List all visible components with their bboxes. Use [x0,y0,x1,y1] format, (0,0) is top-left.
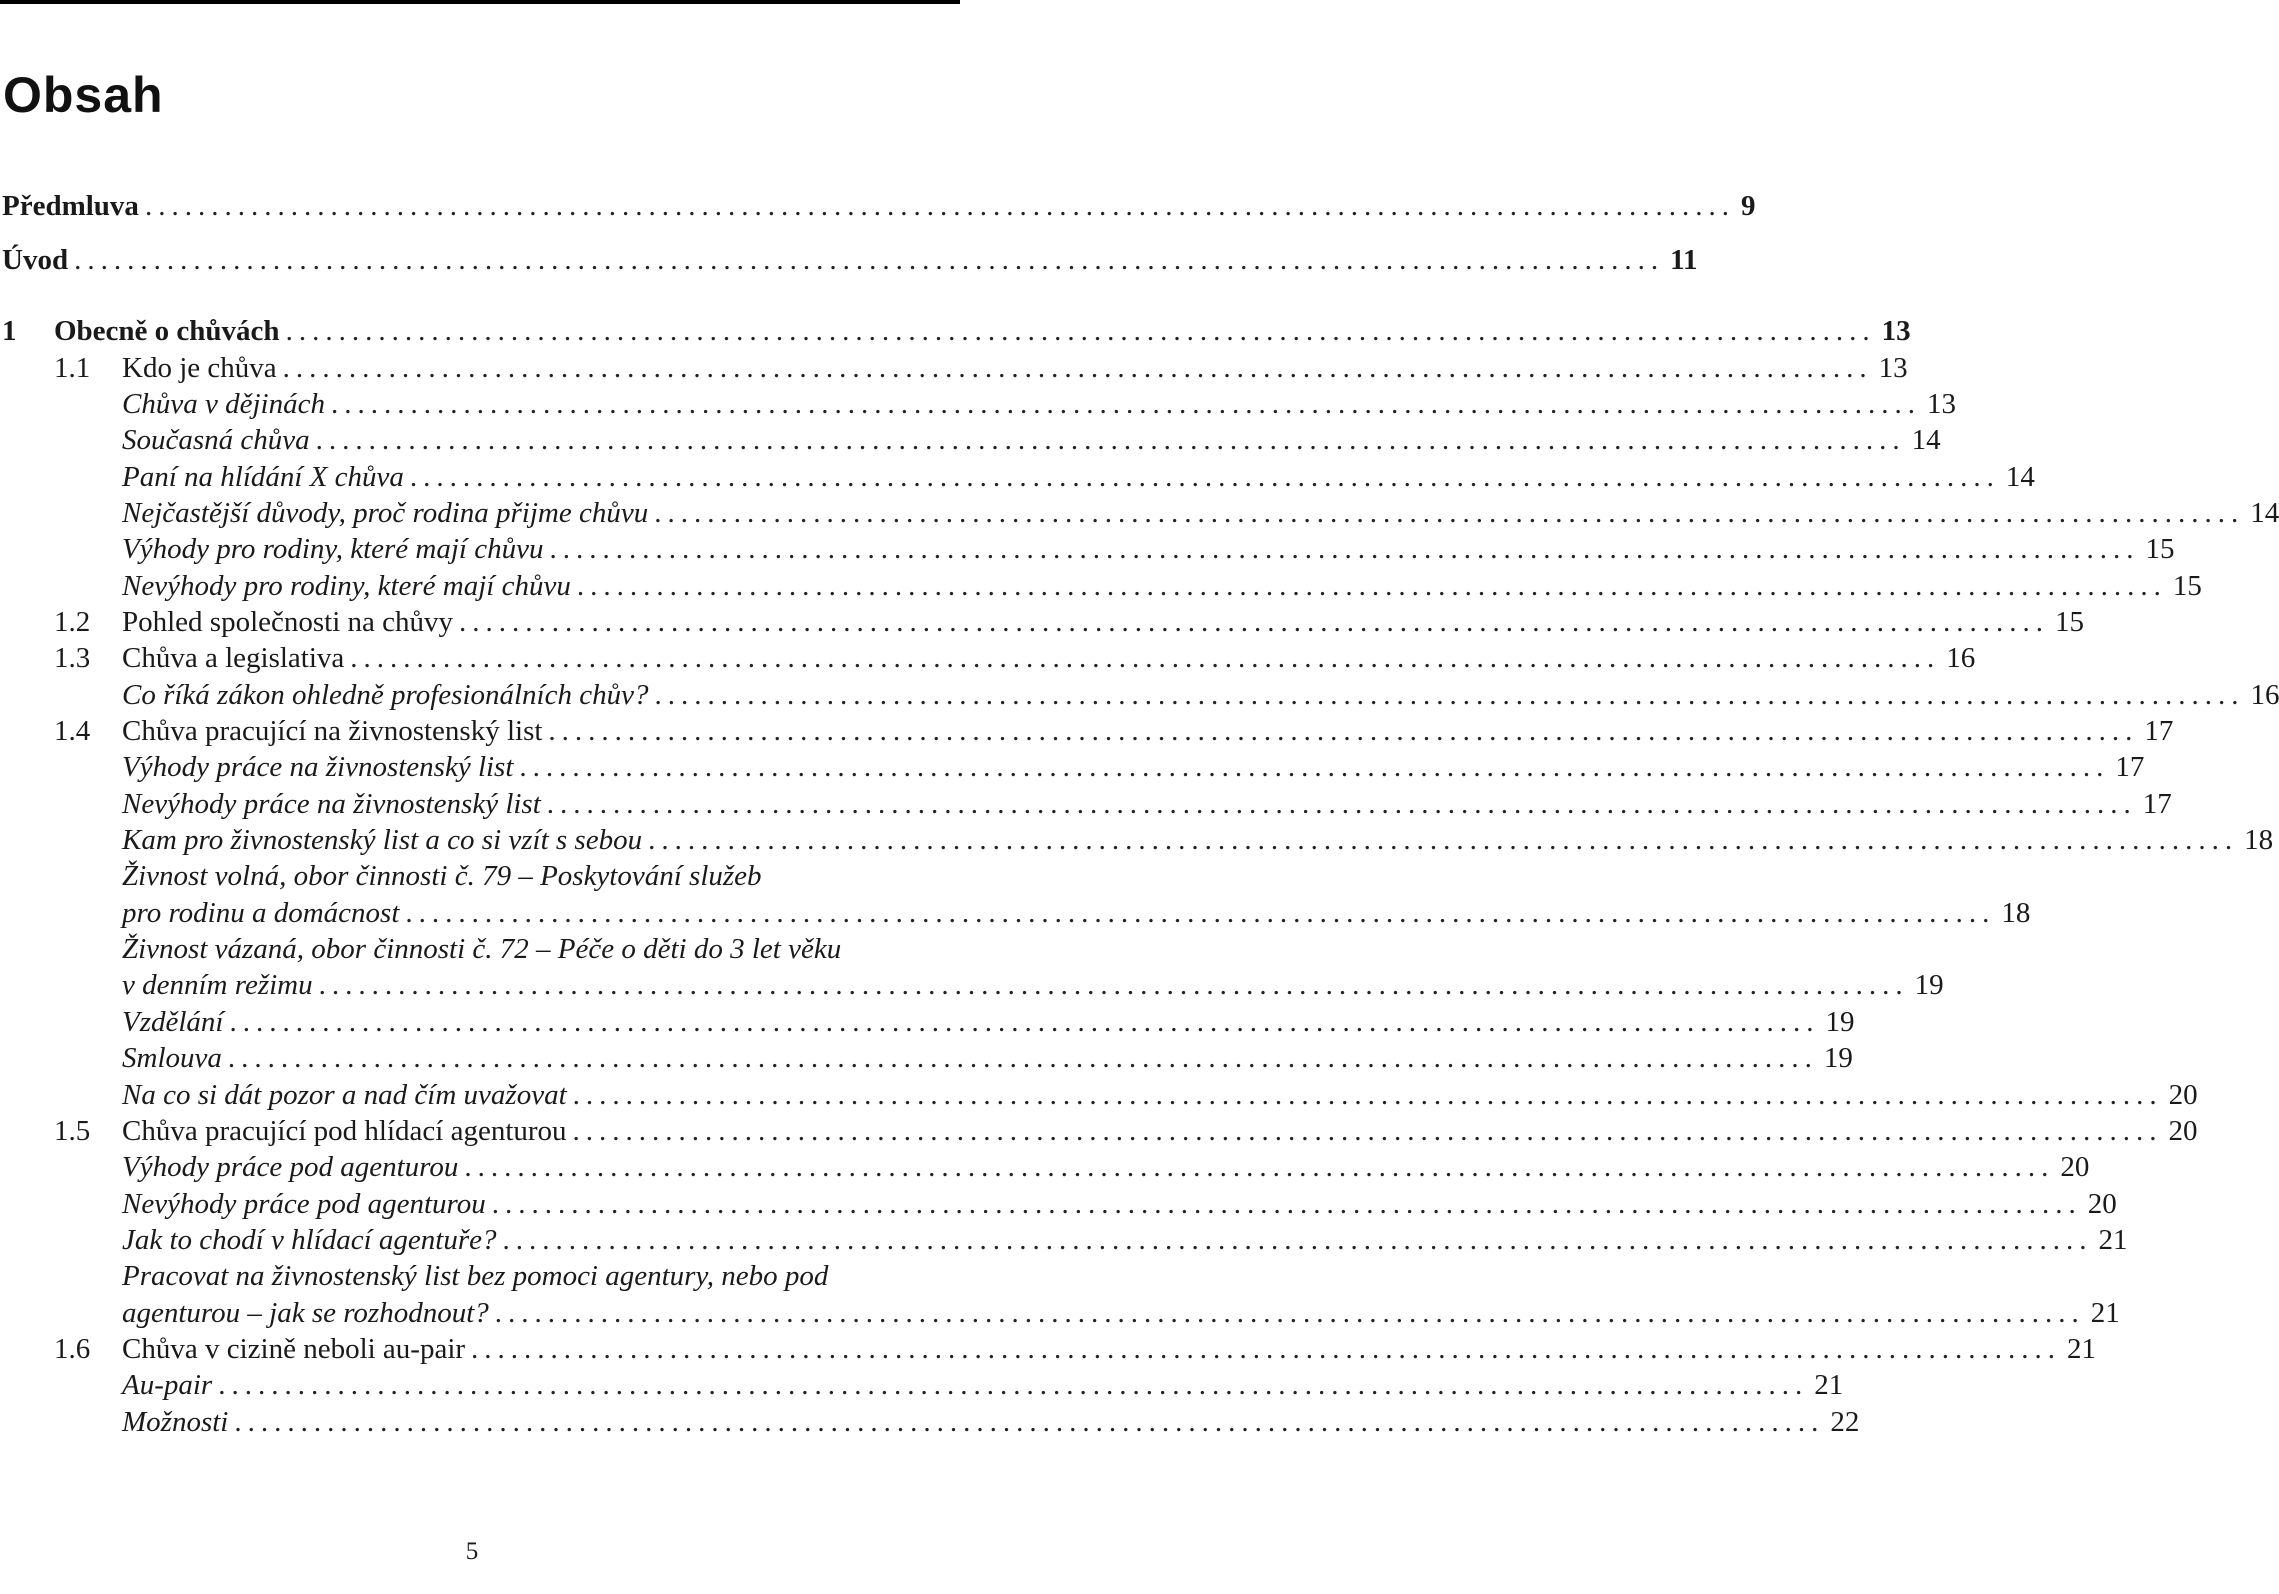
toc-entry-page: 22 [1830,1406,1860,1438]
dot-leader: ........................................................................................................................ [350,642,1941,674]
dot-leader: ........................................................................................................................ [648,824,2239,856]
toc-entry-title: Nejčastější důvody, proč rodina přijme chůvu [122,497,649,529]
toc-entry-title: Chůva a legislativa [122,642,345,674]
dot-leader: ........................................................................................................................ [494,1297,2085,1329]
toc-entry-number: 1.5 [54,1115,91,1147]
toc-entry-title: Chůva pracující pod hlídací agenturou [122,1115,567,1147]
toc-entry-title: Smlouva [122,1042,222,1074]
toc-entry-number: 1.3 [54,642,91,674]
toc-entry-number: 1.1 [54,352,91,384]
dot-leader: ........................................................................................................................ [548,715,2139,747]
toc-entry-title: pro rodinu a domácnost [122,897,400,929]
toc-entry-title: Pohled společnosti na chůvy [122,606,454,638]
toc-entry[interactable] [0,751,2145,787]
toc-entry-page: 15 [2172,570,2202,602]
toc-entry[interactable] [0,1369,1844,1405]
toc-entry[interactable] [0,897,2031,933]
toc-entry[interactable] [0,679,2279,715]
toc-entry-page: 11 [1670,244,1698,276]
dot-leader: ........................................................................................................................ [405,897,1996,929]
toc-entry[interactable] [0,497,2279,533]
toc-entry-title: agenturou – jak se rozhodnout? [122,1297,489,1329]
dot-leader: ........................................................................................................................ [471,1333,2062,1365]
dot-leader: ........................................................................................................................ [572,1079,2163,1111]
toc-entry-title: Nevýhody pro rodiny, které mají chůvu [122,570,571,602]
toc-entry[interactable] [0,1006,1855,1042]
toc-entry-page: 13 [1926,388,1956,420]
toc-entry-page: 14 [2250,497,2279,529]
toc-entry-page: 18 [2001,897,2031,929]
toc-entry-title: Výhody práce pod agenturou [122,1151,459,1183]
toc-entry[interactable] [0,352,1908,388]
dot-leader: ........................................................................................................................ [409,461,2000,493]
toc-entry-number: 1.4 [54,715,91,747]
toc-entry-title: Současná chůva [122,424,310,456]
toc-entry-title: Kdo je chůva [122,352,277,384]
toc-entry-title: Co říká zákon ohledně profesionálních chův? [122,679,649,711]
toc-entry-title: Živnost vázaná, obor činnosti č. 72 – Péče o děti do 3 let věku [122,933,842,965]
dot-leader: ........................................................................................................................ [234,1406,1825,1438]
dot-leader: ........................................................................................................................ [282,352,1873,384]
toc-entry[interactable] [0,642,1976,678]
dot-leader: ........................................................................................................................ [502,1224,2093,1256]
toc-entry[interactable] [0,1042,1853,1078]
toc-entry[interactable] [0,1260,960,1296]
toc-entry-page: 13 [1878,352,1908,384]
top-rule [0,0,960,4]
toc-entry-title: Paní na hlídání X chůva [122,461,404,493]
toc-entry[interactable] [0,244,1698,280]
dot-leader: ........................................................................................................................ [654,497,2245,529]
toc-entry[interactable] [0,570,2202,606]
toc-entry-page: 20 [2087,1188,2117,1220]
dot-leader: ........................................................................................................................ [546,788,2137,820]
toc-entry-page: 21 [2098,1224,2128,1256]
page-title: Obsah [3,67,164,123]
dot-leader: ........................................................................................................................ [654,679,2245,711]
toc-entry[interactable] [0,969,1944,1005]
dot-leader: ........................................................................................................................ [519,751,2110,783]
toc-entry-title: Nevýhody práce pod agenturou [122,1188,486,1220]
page-number: 5 [465,1538,479,1565]
toc-entry-title: Na co si dát pozor a nad čím uvažovat [122,1079,567,1111]
toc-entry-title: Vzdělání [122,1006,224,1038]
toc-entry-page: 19 [1823,1042,1853,1074]
toc-entry-page: 17 [2142,788,2172,820]
dot-leader: ........................................................................................................................ [318,969,1909,1001]
toc-entry-page: 16 [2250,679,2279,711]
toc-entry[interactable] [0,1333,2097,1369]
dot-leader: ........................................................................................................................ [330,388,1921,420]
toc-entry-title: Chůva pracující na živnostenský list [122,715,543,747]
toc-entry-title: Au-pair [122,1369,213,1401]
toc-entry-page: 13 [1881,315,1911,347]
toc-entry[interactable] [0,1188,2117,1224]
dot-leader: ........................................................................................................................ [315,424,1906,456]
toc-entry-number: 1.6 [54,1333,91,1365]
toc-entry-title: Chůva v dějinách [122,388,325,420]
dot-leader: ........................................................................................................................ [576,570,2167,602]
toc-entry-number: 1.2 [54,606,91,638]
toc-entry[interactable] [0,933,960,969]
toc-entry-title: Předmluva [2,190,139,222]
toc-entry-title: v denním režimu [122,969,313,1001]
toc-entry-title: Obecně o chůvách [54,315,280,347]
toc-entry[interactable] [0,1115,2198,1151]
toc-entry-title: Možnosti [122,1406,229,1438]
toc-entry-title: Nevýhody práce na živnostenský list [122,788,541,820]
toc-entry[interactable] [0,1151,2090,1187]
toc-entry-page: 9 [1740,190,1756,222]
toc-entry-page: 20 [2168,1079,2198,1111]
toc-entry-page: 18 [2244,824,2274,856]
toc-entry-title: Pracovat na živnostenský list bez pomoci agentury, nebo pod [122,1260,829,1292]
toc-entry-title: Chůva v cizině neboli au-pair [122,1333,466,1365]
toc-entry[interactable] [0,788,2172,824]
toc-entry-page: 19 [1825,1006,1855,1038]
toc-entry-page: 20 [2168,1115,2198,1147]
toc-entry-page: 20 [2060,1151,2090,1183]
toc-entry-page: 19 [1914,969,1944,1001]
toc-entry-page: 17 [2144,715,2174,747]
toc-entry[interactable] [0,1297,2120,1333]
toc-entry[interactable] [0,190,1756,226]
toc-entry-title: Úvod [2,244,69,276]
toc-entry-number: 1 [2,315,17,347]
toc-entry-page: 21 [2090,1297,2120,1329]
toc-entry[interactable] [0,1079,2198,1115]
toc-entry-title: Jak to chodí v hlídací agentuře? [122,1224,497,1256]
toc-entry[interactable] [0,824,2274,860]
toc-entry[interactable] [0,424,1941,460]
toc-entry[interactable] [0,1224,2128,1260]
dot-leader: ........................................................................................................................ [459,606,2050,638]
toc-entry-page: 15 [2145,533,2175,565]
dot-leader: ........................................................................................................................ [285,315,1876,347]
dot-leader: ........................................................................................................................ [549,533,2140,565]
toc-entry-title: Živnost volná, obor činnosti č. 79 – Poskytování služeb [122,860,762,892]
toc-entry[interactable] [0,461,2035,497]
toc-entry[interactable] [0,1406,1860,1442]
toc-entry-page: 15 [2055,606,2085,638]
toc-entry[interactable] [0,860,960,896]
dot-leader: ........................................................................................................................ [572,1115,2163,1147]
dot-leader: ........................................................................................................................ [491,1188,2082,1220]
toc-entry-page: 21 [1814,1369,1844,1401]
toc-entry-page: 14 [2005,461,2035,493]
dot-leader: ........................................................................................................................ [464,1151,2055,1183]
toc-entry-page: 14 [1911,424,1941,456]
toc-entry-title: Výhody práce na živnostenský list [122,751,514,783]
toc-entry[interactable] [0,315,1911,351]
toc-entry-page: 17 [2115,751,2145,783]
toc-entry[interactable] [0,606,2085,642]
dot-leader: ........................................................................................................................ [218,1369,1809,1401]
toc-entry[interactable] [0,388,1956,424]
toc-entry[interactable] [0,715,2174,751]
dot-leader: ........................................................................................................................ [227,1042,1818,1074]
toc-entry-title: Výhody pro rodiny, které mají chůvu [122,533,544,565]
dot-leader: ........................................................................................................................ [74,244,1665,276]
toc-entry[interactable] [0,533,2175,569]
toc-entry-page: 21 [2067,1333,2097,1365]
toc-entry-title: Kam pro živnostenský list a co si vzít s sebou [122,824,643,856]
dot-leader: ........................................................................................................................ [144,190,1735,222]
toc-entry-page: 16 [1946,642,1976,674]
dot-leader: ........................................................................................................................ [229,1006,1820,1038]
